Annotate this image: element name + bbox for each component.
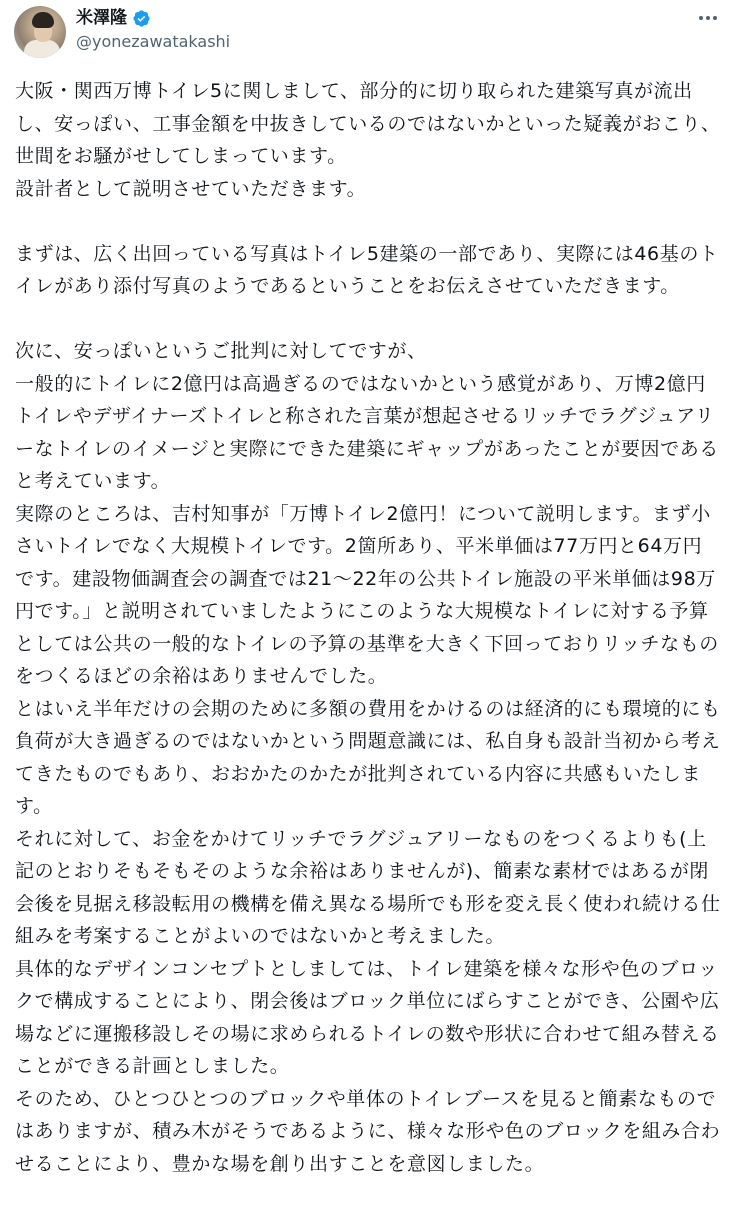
post-text — [15, 75, 721, 1180]
post-paragraph: 具体的なデザインコンセプトとしましては、トイレ建築を様々な形や色のブロックで構成することにより、閉会後はブロック単位にばらすことができ、公園や広場などに運搬移設しその場に求められるトイレの数や形状に合わせて組み替えることができる計画としました。 — [15, 957, 720, 1077]
post-paragraph: まずは、広く出回っている写真はトイレ5建築の一部であり、実際には46基のトイレがあり添付写真のようであるということをお伝えさせていただきます。 — [15, 242, 719, 297]
more-options-button[interactable] — [696, 8, 720, 28]
post-paragraph: 一般的にトイレに2億円は高過ぎるのではないかという感覚があり、万博2億円トイレやデザイナーズトイレと称された言葉が想起させるリッチでラグジュアリーなトイレのイメージと実際にできた建築にギャップがあったことが要因であると考えています。 — [15, 372, 719, 492]
post-paragraph: そのため、ひとつひとつのブロックや単体のトイレブースを見ると簡素なものではありますが、積み木がそうであるように、様々な形や色のブロックを組み合わせることにより、豊かな場を創り出すことを意図しました。 — [15, 1087, 721, 1175]
post-paragraph: それに対して、お金をかけてリッチでラグジュアリーなものをつくるよりも(上記のとおりそもそもそのような余裕はありませんが)、簡素な素材ではあるが閉会後を見据え移設転用の機構を備え異なる場所でも形を変え長く使われ続ける仕組みを考案することがよいのではないかと考えました。 — [15, 827, 721, 947]
author-name-row[interactable] — [76, 7, 151, 29]
more-horizontal-icon-dot-1 — [699, 16, 703, 20]
post-paragraph: 設計者として説明させていただきます。 — [15, 177, 367, 200]
post-paragraph: 実際のところは、吉村知事が「万博トイレ2億円！について説明します。まず小さいトイレでなく大規模トイレです。2箇所あり、平米単価は77万円と64万円です。建設物価調査会の調査では21～22年の公共トイレ施設の平米単価は98万円です。」と説明されていましたようにこのような大規模なトイレに対する予算としては公共の一般的なトイレの予算の基準を大きく下回っておりリッチなものをつくるほどの余裕はありませんでした。 — [15, 502, 719, 687]
post-paragraph: 大阪・関西万博トイレ5に関しまして、部分的に切り取られた建築写真が流出し、安っぽい、工事金額を中抜きしているのではないかといった疑義がおこり、世間をお騒がせしてしまっています。 — [15, 80, 721, 167]
author-display-name[interactable]: 米澤隆 — [76, 8, 127, 28]
avatar[interactable] — [14, 6, 66, 58]
blank-line — [15, 205, 721, 238]
more-horizontal-icon-dot-2 — [706, 16, 710, 20]
post-header — [0, 0, 732, 64]
blank-line — [15, 303, 721, 336]
more-horizontal-icon-dot-3 — [713, 16, 717, 20]
avatar-hair-shape — [32, 12, 54, 28]
author-handle[interactable]: @yonezawatakashi — [76, 32, 231, 51]
verified-badge-icon — [132, 9, 151, 28]
avatar-shirt-shape — [24, 40, 60, 58]
post-paragraph: とはいえ半年だけの会期のために多額の費用をかけるのは経済的にも環境的にも負荷が大き過ぎるのではないかという問題意識には、私自身も設計当初から考えてきたものでもあり、おおかたのかたが批判されている内容に共感もいたします。 — [15, 697, 721, 817]
post-paragraph: 次に、安っぽいというご批判に対してですが、 — [15, 340, 427, 362]
